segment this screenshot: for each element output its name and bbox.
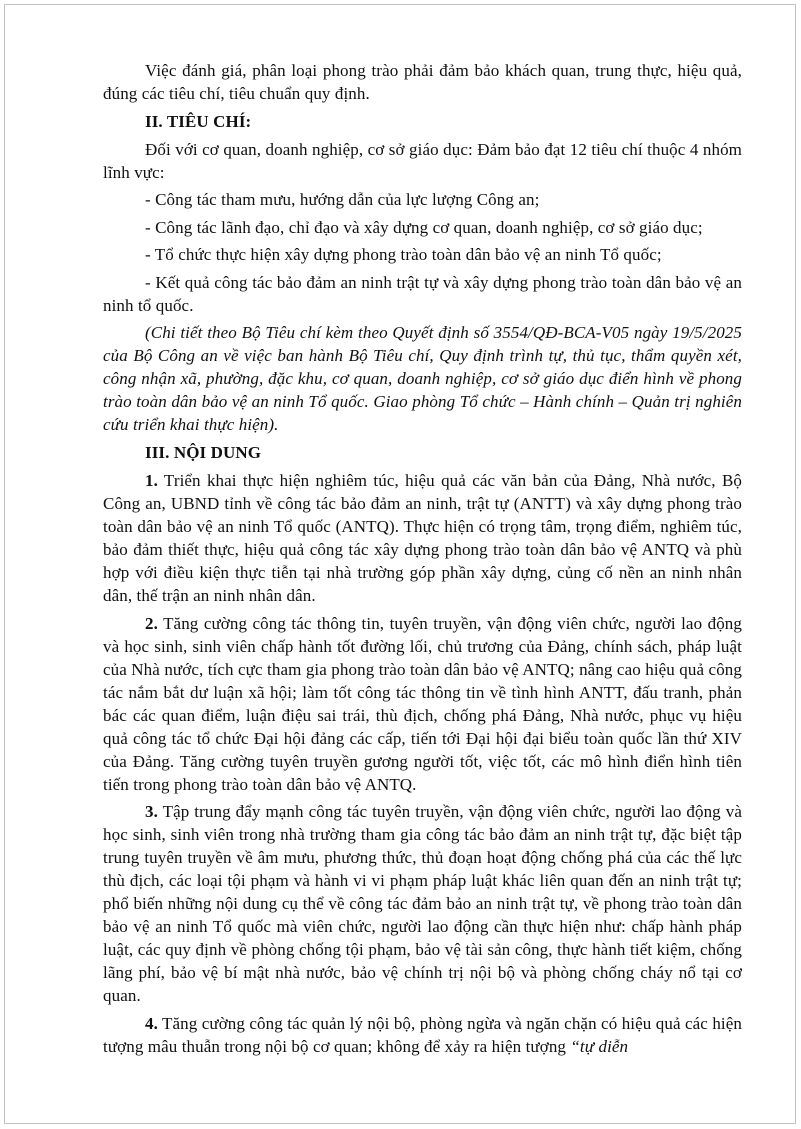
text-run: II. TIÊU CHÍ: xyxy=(145,111,252,131)
text-run: Tập trung đẩy mạnh công tác tuyên truyền, vận động viên chức, người lao động và học sinh, sinh viên trong nhà trường tham gia công tác bảo đảm an ninh trật tự, đặc biệt tập trung tuyên truyền về âm mưu, phương thức, thủ đoạn hoạt động chống phá của các thế lực thù địch, các loại tội phạm và hành vi vi phạm pháp luật khác liên quan đến an ninh trật tự; phổ biến những nội dung cụ thể về công tác đảm bảo an ninh trật tự, về phong trào toàn dân bảo vệ an ninh Tổ quốc mà viên chức, người lao động cần thực hiện như: chấp hành pháp luật, các quy định về phòng chống tội phạm, bảo vệ tài sản công, thực hành tiết kiệm, chống lãng phí, bảo vệ bí mật nhà nước, bảo vệ chính trị nội bộ và phòng chống cháy nổ tại cơ quan. xyxy=(103,802,742,1005)
text-run: Tăng cường công tác quản lý nội bộ, phòng ngừa và ngăn chặn có hiệu quả các hiện tượng mâu thuẫn trong nội bộ cơ quan; không để xảy ra hiện tượng xyxy=(103,1013,742,1056)
section-heading xyxy=(103,441,742,464)
paragraph xyxy=(103,800,742,1007)
text-run: Đối với cơ quan, doanh nghiệp, cơ sở giáo dục: Đảm bảo đạt 12 tiêu chí thuộc 4 nhóm lĩnh vực: xyxy=(103,139,742,182)
paragraph xyxy=(103,321,742,436)
paragraph xyxy=(103,1012,742,1058)
text-run: Việc đánh giá, phân loại phong trào phải đảm bảo khách quan, trung thực, hiệu quả, đúng các tiêu chí, tiêu chuẩn quy định. xyxy=(103,60,742,103)
text-run: (Chi tiết theo Bộ Tiêu chí kèm theo Quyết định số 3554/QĐ-BCA-V05 ngày 19/5/2025 của Bộ Công an về việc ban hành Bộ Tiêu chí, Quy định trình tự, thủ tục, thẩm quyền xét, công nhận xã, phường, đặc khu, cơ quan, doanh nghiệp, cơ sở giáo dục điển hình về phong trào toàn dân bảo vệ an ninh Tổ quốc. Giao phòng Tổ chức – Hành chính – Quản trị nghiên cứu triển khai thực hiện). xyxy=(103,323,742,434)
text-run: 2. xyxy=(145,613,158,633)
paragraph xyxy=(103,138,742,184)
paragraph xyxy=(103,59,742,105)
paragraph xyxy=(103,188,742,211)
text-run: - Tổ chức thực hiện xây dựng phong trào toàn dân bảo vệ an ninh Tổ quốc; xyxy=(145,245,662,264)
text-run: - Kết quả công tác bảo đảm an ninh trật tự và xây dựng phong trào toàn dân bảo vệ an ninh tổ quốc. xyxy=(103,272,742,315)
text-run: III. NỘI DUNG xyxy=(145,443,262,462)
text-run: Triển khai thực hiện nghiêm túc, hiệu quả các văn bản của Đảng, Nhà nước, Bộ Công an, UBND tỉnh về công tác bảo đảm an ninh, trật tự (ANTT) và xây dựng phong trào toàn dân bảo vệ an ninh Tổ quốc (ANTQ). Thực hiện có trọng tâm, trọng điểm, nghiêm túc, bảo đảm thiết thực, hiệu quả công tác xây dựng phong trào toàn dân bảo vệ ANTQ và phù hợp với điều kiện thực tiễn tại nhà trường góp phần xây dựng, củng cố nền an ninh nhân dân, thế trận an ninh nhân dân. xyxy=(103,471,742,605)
text-run: 3. xyxy=(145,802,158,821)
paragraph xyxy=(103,612,742,796)
section-heading xyxy=(103,110,742,133)
text-run: 1. xyxy=(145,471,158,490)
document-body xyxy=(5,5,795,1058)
text-run: 4. xyxy=(145,1013,158,1033)
text-run: - Công tác tham mưu, hướng dẫn của lực lượng Công an; xyxy=(145,190,540,209)
text-run: “tự diễn xyxy=(570,1036,629,1056)
text-run: - Công tác lãnh đạo, chỉ đạo và xây dựng cơ quan, doanh nghiệp, cơ sở giáo dục; xyxy=(145,217,703,237)
paragraph xyxy=(103,469,742,607)
paragraph xyxy=(103,216,742,239)
paragraph xyxy=(103,271,742,317)
text-run: Tăng cường công tác thông tin, tuyên truyền, vận động viên chức, người lao động và học sinh, sinh viên chấp hành tốt đường lối, chủ trương của Đảng, chính sách, pháp luật của Nhà nước, tích cực tham gia phong trào toàn dân bảo vệ ANTQ; nâng cao hiệu quả công tác nắm bắt dư luận xã hội; làm tốt công tác thông tin về tình hình ANTT, đấu tranh, phản bác các quan điểm, luận điệu sai trái, thù địch, chống phá Đảng, Nhà nước, phục vụ hiệu quả công tác tổ chức Đại hội đảng các cấp, tiến tới Đại hội đại biểu toàn quốc lần thứ XIV của Đảng. Tăng cường tuyên truyền gương người tốt, việc tốt, các mô hình điển hình tiên tiến trong phong trào toàn dân bảo vệ ANTQ. xyxy=(103,613,742,794)
paragraph xyxy=(103,243,742,266)
document-page xyxy=(4,4,796,1124)
